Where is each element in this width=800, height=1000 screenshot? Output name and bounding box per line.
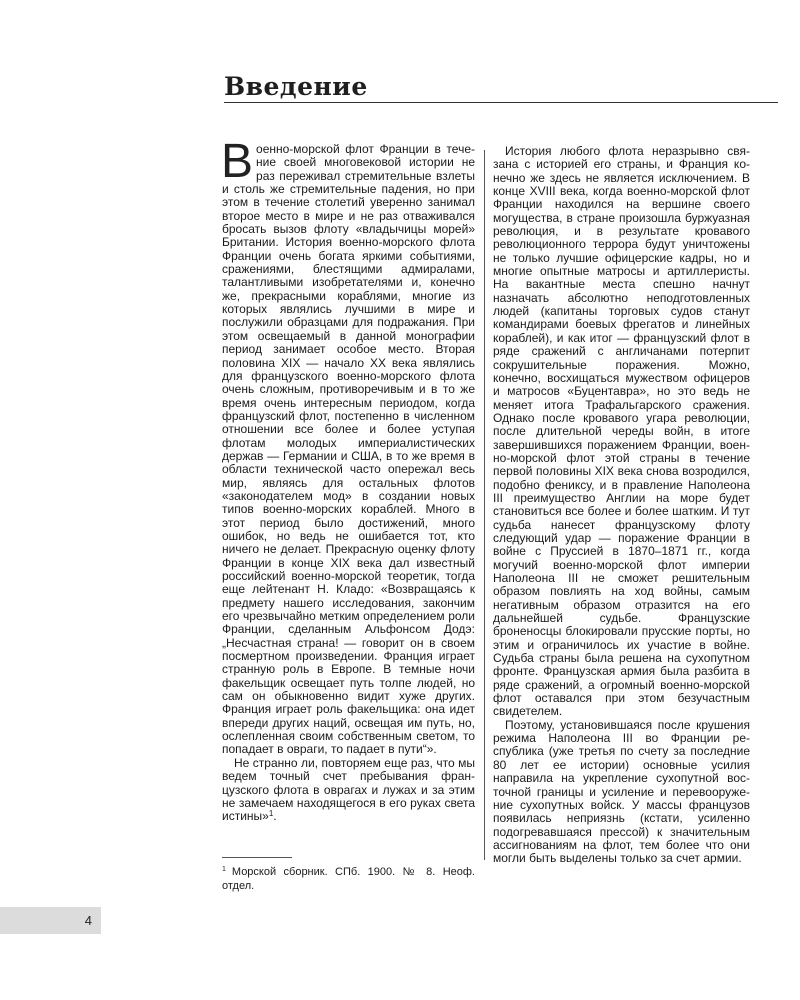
right-column <box>493 145 750 866</box>
left-column <box>221 135 475 824</box>
footnote-mark: 1 <box>222 866 226 873</box>
paragraph-text: Не странно ли, повторяем еще раз, что мы ведем точный счет пребывания французского флота в оврагах и лужах и за этим не замечаем находящегося в его руках света истины» <box>222 755 475 824</box>
paragraph-text: оенно-морской флот Франции в течение своей многовековой истории не раз переживал стремительные взлеты и столь же стремительные падения, но при этом в течение столетий уверенно занимал второе место в мире и не раз отваживался бросать вызов флоту «владычицы морей» Британии. История военно-морского флота Франции очень богата яркими событиями, сражениями, блестящими адмиралами, талантливыми изобретателями и, конечно же, прекрасными кораблями, многие из которых являлись лучшими в мире и послужили образцами для подражания. При этом освещаемый в данной монографии период занимает особое место. Вторая половина XIX — начало XX века являлись для французского военно-морского флота очень сложным, противоречивым и в то же время очень интересным периодом, когда французский флот, постепенно в численном отношении все более и более уступая флотам молодых империалистических держав — Германии и США, в то же время в области технической часто опережал весь мир, являясь для остальных флотов «законодателем мод» в создании новых типов военно-морских кораблей. Много в этот период было достижений, много ошибок, но ведь не ошибается тот, кто ничего не делает. Прекрасную оценку флоту Франции в конце XIX века дал известный российский военно-морской теоретик, тогда еще лейтенант Н. Кладо: «Возвращаясь к предмету нашего исследования, закончим его чрезвычайно метким определением роли Франции, сделанным Альфонсом Додэ: „Несчастная страна! — говорит он в своем посмертном произведении. Франция играет странную роль в Европе. В темные ночи факельщик освещает путь толпе людей, но сам он обыкновенно видит хуже других. Франция играет роль факельщика: она идет впереди других наций, освещая им путь, но, ослепленная своим собственным светом, то попадает в овраги, то падает в пути“». <box>222 142 475 757</box>
drop-cap: В <box>221 135 254 188</box>
page-title: Введение <box>224 72 368 101</box>
paragraph-end: . <box>273 809 277 824</box>
paragraph: История любого флота неразрывно связана с историей его страны, и Франция конечно же здесь не является исключением. В конце XVIII века, когда военно-морской флот Франции находился на вершине своего могущества, в стране произошла буржуазная революция, и в результате кровавого революционного террора будут уничтожены не только лучшие офицерские кадры, но и многие опытные матросы и артиллеристы. На вакантные места спешно начнут назначать абсолютно неподготовленных людей (капитаны торговых судов станут командирами боевых фрегатов и линейных кораблей), и как итог — французский флот в ряде сражений с англичанами потерпит сокрушительные поражения. Можно, конечно, восхищаться мужеством офицеров и матросов «Буцентавра», но это ведь не меняет итога Трафальгарского сражения. Однако после кровавого угара революции, после длительной череды войн, в итоге завершившихся поражением Франции, военно-морской флот этой страны в течение первой половины XIX века снова возродился, подобно фениксу, и в правление Наполеона III преимущество Англии на море будет становиться все более и более шатким. И тут судьба нанесет французскому флоту следующий удар — поражение Франции в войне с Пруссией в 1870–1871 гг., когда могучий военно-морской флот империи Наполеона III не сможет решительным образом повлиять на ход войны, самым негативным образом отразится на его дальнейшей судьбе. Французские броненосцы блокировали прусские порты, но этим и ограничилось их участие в войне. Судьба страны была решена на сухопутном фронте. Французская армия была разбита в ряде сражений, а огромный военно-морской флот оставался при этом безучастным свидетелем. <box>493 144 750 719</box>
footnote <box>222 863 475 893</box>
footnote-separator <box>222 857 292 858</box>
page-number-tab <box>0 907 101 934</box>
paragraph: Поэтому, установившаяся после крушения режима Наполеона III во Франции республика (уже третья по счету за последние 80 лет ее истории) основные усилия направила на укрепление сухопутной восточной границы и усиление и перевооружение сухопутных войск. У массы французов появилась неприязнь (кстати, усиленно подогревавшаяся прессой) к значительным ассигнованиям на флот, тем более что они могли быть выделены только за счет армии. <box>493 717 750 866</box>
page-number: 4 <box>84 913 92 928</box>
title-underline <box>224 102 778 103</box>
footnote-reference[interactable]: 1 <box>268 809 274 819</box>
paragraph <box>222 757 475 824</box>
column-divider <box>484 150 485 860</box>
footnote-text: Морской сборник. СПб. 1900. № 8. Неоф. отдел. <box>222 866 475 892</box>
paragraph <box>221 135 475 757</box>
